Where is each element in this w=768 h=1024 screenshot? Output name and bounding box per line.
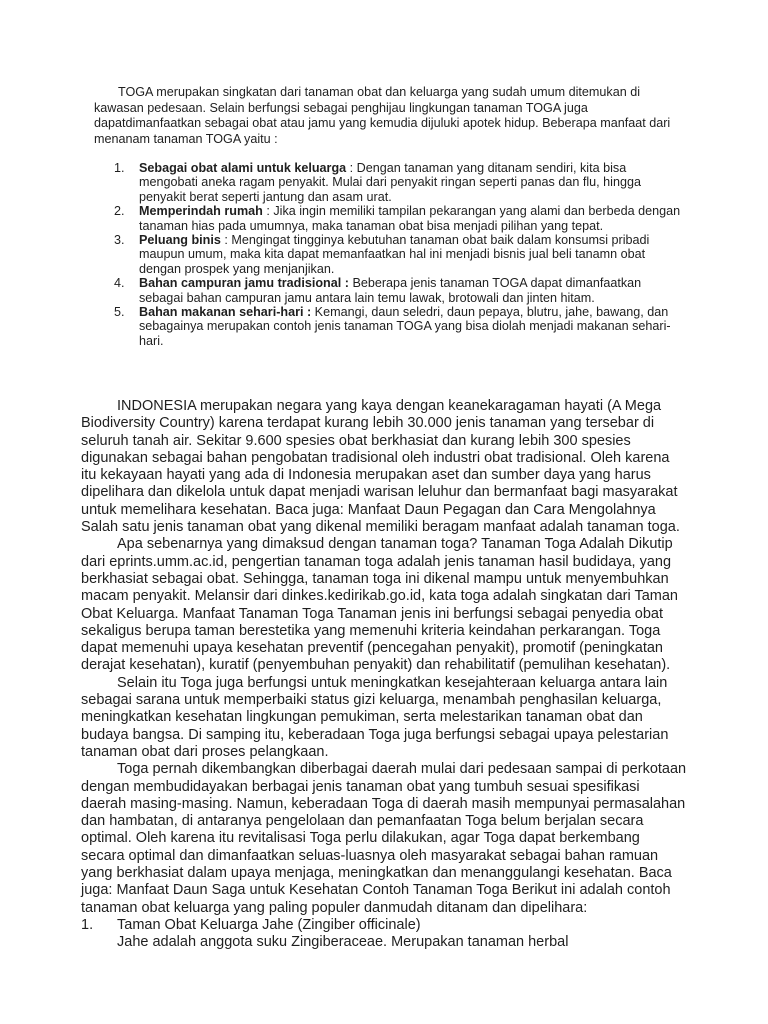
intro-paragraph: TOGA merupakan singkatan dari tanaman obat dan keluarga yang sudah umum ditemukan di kawasan pedesaan. Selain berfungsi sebagai penghijau lingkungan tanaman TOGA juga dapatdimanfaatkan sebagai obat atau jamu yang kemudia dijuluki apotek hidup. Beberapa manfaat dari menanam tanaman TOGA yaitu :	[94, 85, 671, 146]
list-number: 2.	[114, 204, 125, 219]
list-number: 5.	[114, 305, 125, 320]
list-number: 4.	[114, 276, 125, 291]
list-item	[94, 204, 684, 233]
list-term: Bahan makanan sehari-hari :	[139, 305, 312, 320]
list-item	[94, 276, 684, 305]
body-paragraph: Toga pernah dikembangkan diberbagai daerah mulai dari pedesaan sampai di perkotaan dengan membudidayakan berbagai jenis tanaman obat yang tumbuh sesuai spesifikasi daerah masing-masing. Namun, keberadaan Toga di daerah masih mempunyai permasalahan dan hambatan, di antaranya pengelolaan dan pemanfaatan Toga belum berjalan secara optimal. Oleh karena itu revitalisasi Toga perlu dilakukan, agar Toga dapat berkembang secara optimal dan dimanfaatkan seluas-luasnya oleh masyarakat sebagai bahan ramuan yang berkhasiat dalam upaya menjaga, meningkatkan dan menanggulangi kesehatan. Baca juga: Manfaat Daun Saga untuk Kesehatan Contoh Tanaman Toga Berikut ini adalah contoh tanaman obat keluarga yang paling populer danmudah ditanam dan dipelihara:	[81, 761, 687, 916]
list-text: Beberapa jenis tanaman TOGA dapat dimanfaatkan sebagai bahan campuran jamu antara lain temu lawak, brotowali dan jinten hitam.	[139, 276, 642, 305]
body-paragraph: INDONESIA merupakan negara yang kaya dengan keanekaragaman hayati (A Mega Biodiversity Country) karena terdapat kurang lebih 30.000 jenis tanaman yang tersebar di seluruh tanah air. Sekitar 9.600 spesies obat berkhasiat dan kurang lebih 300 spesies digunakan sebagai bahan pengobatan tradisional oleh industri obat tradisional. Oleh karena itu kekayaan hayati yang ada di Indonesia merupakan aset dan sumber daya yang harus dipelihara dan dikelola untuk dapat menjadi warisan leluhur dan bermanfaat bagi masyarakat untuk memelihara kesehatan. Baca juga: Manfaat Daun Pegagan dan Cara Mengolahnya Salah satu jenis tanaman obat yang dikenal memiliki beragam manfaat adalah tanaman toga.	[81, 398, 680, 536]
body-paragraph: Selain itu Toga juga berfungsi untuk meningkatkan kesejahteraan keluarga antara lain sebagai sarana untuk memperbaiki status gizi keluarga, menambah penghasilan keluarga, meningkatkan kesehatan lingkungan pemukiman, serta melestarikan tanaman obat dan budaya bangsa. Di samping itu, keberadaan Toga juga berfungsi sebagai upaya pelestarian tanaman obat dari proses pelangkaan.	[81, 674, 669, 760]
list-item	[94, 305, 684, 348]
example-title: Taman Obat Keluarga Jahe (Zingiber officinale)	[117, 916, 421, 933]
list-text: : Jika ingin memiliki tampilan pekarangan yang alami dan berbeda dengan tanaman hias pada umumnya, maka tanaman obat bisa menjadi pilihan yang tepat.	[139, 204, 681, 233]
body-text	[81, 398, 687, 952]
list-text: : Mengingat tingginya kebutuhan tanaman obat baik dalam konsumsi pribadi maupun umum, maka kita dapat memanfaatkan hal ini menjadi bisnis jual beli tanamn obat dengan prospek yang menjanjikan.	[139, 233, 650, 276]
list-item	[94, 161, 684, 204]
list-term: Peluang binis	[139, 233, 221, 248]
body-paragraph: Apa sebenarnya yang dimaksud dengan tanaman toga? Tanaman Toga Adalah Dikutip dari eprints.umm.ac.id, pengertian tanaman toga adalah jenis tanaman hasil budidaya, yang berkhasiat sebagai obat. Sehingga, tanaman toga ini dikenal mampu untuk menyembuhkan macam penyakit. Melansir dari dinkes.kedirikab.go.id, kata toga adalah singkatan dari Taman Obat Keluarga. Manfaat Tanaman Toga Tanaman jenis ini berfungsi sebagai penyedia obat sekaligus berupa taman berestetika yang memenuhi kriteria keindahan perkarangan. Toga dapat memenuhi upaya kesehatan preventif (pencegahan penyakit), promotif (peningkatan derajat kesehatan), kuratif (penyembuhan penyakit) dan rehabilitatif (pemulihan kesehatan).	[81, 536, 678, 674]
list-text: : Dengan tanaman yang ditanam sendiri, kita bisa mengobati aneka ragam penyakit. Mulai dari penyakit ringan seperti panas dan flu, hingga penyakit berat seperti jantung dan asam urat.	[139, 161, 641, 204]
benefits-list	[94, 161, 684, 348]
list-text: Kemangi, daun seledri, daun pepaya, blutru, jahe, bawang, dan sebagainya merupakan contoh jenis tanaman TOGA yang bisa diolah menjadi makanan sehari-hari.	[139, 305, 671, 348]
list-number: 3.	[114, 233, 125, 248]
list-term: Memperindah rumah	[139, 204, 263, 219]
list-term: Bahan campuran jamu tradisional :	[139, 276, 349, 291]
example-item-title	[81, 917, 687, 934]
example-item-text: Jahe adalah anggota suku Zingiberaceae. Merupakan tanaman herbal	[117, 934, 569, 951]
list-number: 1.	[114, 161, 125, 175]
example-number: 1.	[81, 916, 94, 933]
list-term: Sebagai obat alami untuk keluarga	[139, 161, 347, 175]
list-item	[94, 233, 684, 276]
